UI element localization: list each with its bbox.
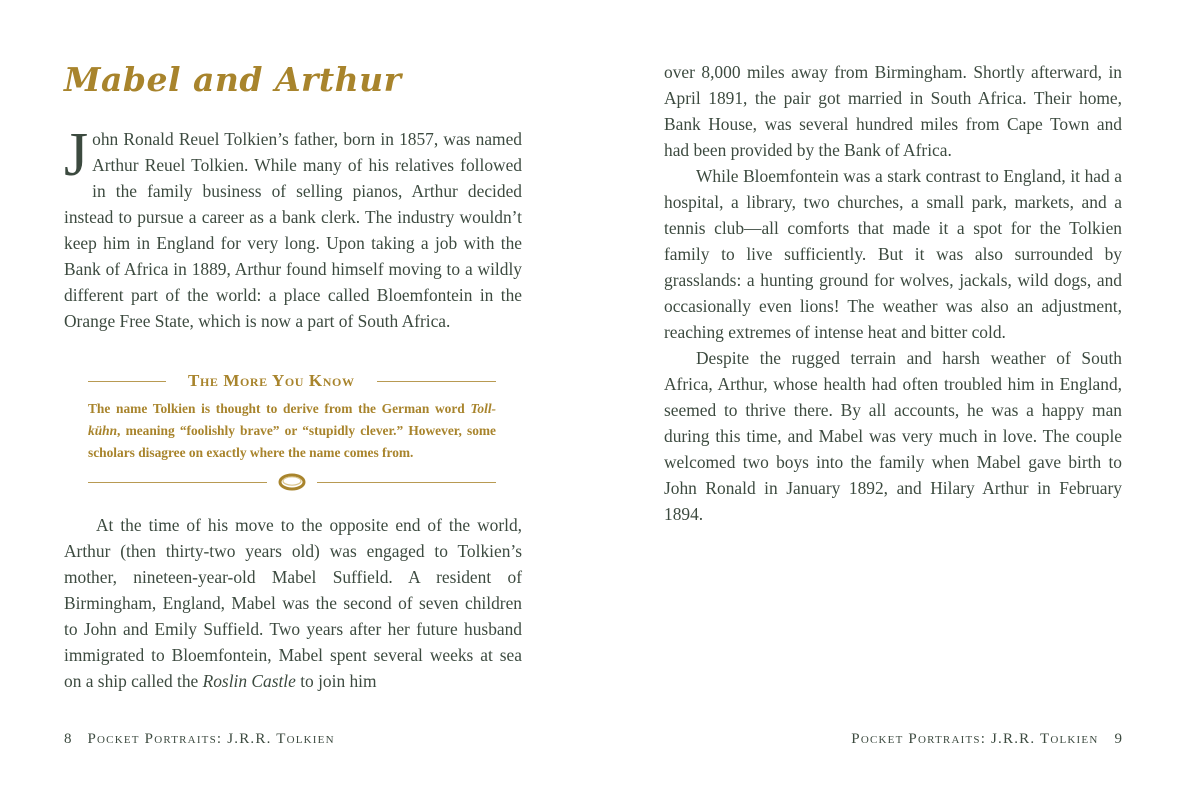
right-paragraph: Despite the rugged terrain and harsh weather of South Africa, Arthur, whose health had often troubled him in England, seemed to thrive there. By all accounts, he was a happy man during this time, and Mabel was very much in love. The couple welcomed two boys into the family when Mabel gave birth to John Ronald in January 1892, and Hilary Arthur in February 1894. [664,348,1122,524]
sidebar-footer-rule-right [317,482,496,483]
ring-icon [277,472,307,492]
drop-cap: J [64,121,89,189]
body-text-part: to join him [295,671,377,691]
running-head: Pocket Portraits: J.R.R. Tolkien [851,731,1099,747]
sidebar-italic-word: Toll-kühn [88,401,496,438]
sidebar-header [88,370,496,392]
body-text-part: At the time of his move to the opposite end of the world, Arthur (then thirty-two years old) was engaged to Tolkien’s mother, nineteen-year-old Mabel Suffield. A resident of Birmingham, England, Mabel was the second of seven children to John and Emily Suffield. Two years after her future husband immigrated to Bloemfontein, Mabel spent several weeks at sea on a ship called the [64,515,522,691]
ship-name: Roslin Castle [202,671,296,691]
sidebar-footer [88,472,496,492]
chapter-title: Mabel and Arthur [64,60,402,99]
sidebar-footer-rule-left [88,482,267,483]
sidebar-rule-left [88,381,166,382]
right-paragraph-continued: over 8,000 miles away from Birmingham. Shortly afterward, in April 1891, the pair got married in South Africa. Their home, Bank House, was several hundred miles from Cape Town and had been provided by the Bank of Africa. [664,62,1122,160]
right-page [664,0,1122,800]
sidebar-text-part: , meaning “foolishly brave” or “stupidly clever.” However, some scholars disagree on exactly where the name comes from. [88,423,496,460]
right-paragraph: While Bloemfontein was a stark contrast to England, it had a hospital, a library, two churches, a small park, markets, and a tennis club—all comforts that made it a spot for the Tolkien family to live sufficiently. But it was also surrounded by grasslands: a hunting ground for wolves, jackals, wild dogs, and occasionally even lions! The weather was also an adjustment, reaching extremes of intense heat and bitter cold. [664,166,1122,342]
sidebar-text [88,398,496,464]
page-number: 9 [1114,731,1122,747]
more-you-know-sidebar [88,370,496,492]
intro-paragraph [64,121,522,334]
right-page-text [664,59,1122,527]
left-footer [64,731,335,748]
running-head: Pocket Portraits: J.R.R. Tolkien [87,731,335,747]
sidebar-rule-right [377,381,496,382]
sidebar-title: The More You Know [188,371,355,390]
intro-text: ohn Ronald Reuel Tolkien’s father, born in 1857, was named Arthur Reuel Tolkien. While many of his relatives followed in the family business of selling pianos, Arthur decided instead to pursue a career as a bank clerk. The industry wouldn’t keep him in England for very long. Upon taking a job with the Bank of Africa in 1889, Arthur found himself moving to a wildly different part of the world: a place called Bloemfontein in the Orange Free State, which is now a part of South Africa. [64,129,522,331]
right-footer [851,731,1122,748]
sidebar-text-part: The name Tolkien is thought to derive from the German word [88,401,471,416]
body-paragraph [64,512,522,694]
page-number: 8 [64,731,72,747]
left-page [64,0,522,800]
